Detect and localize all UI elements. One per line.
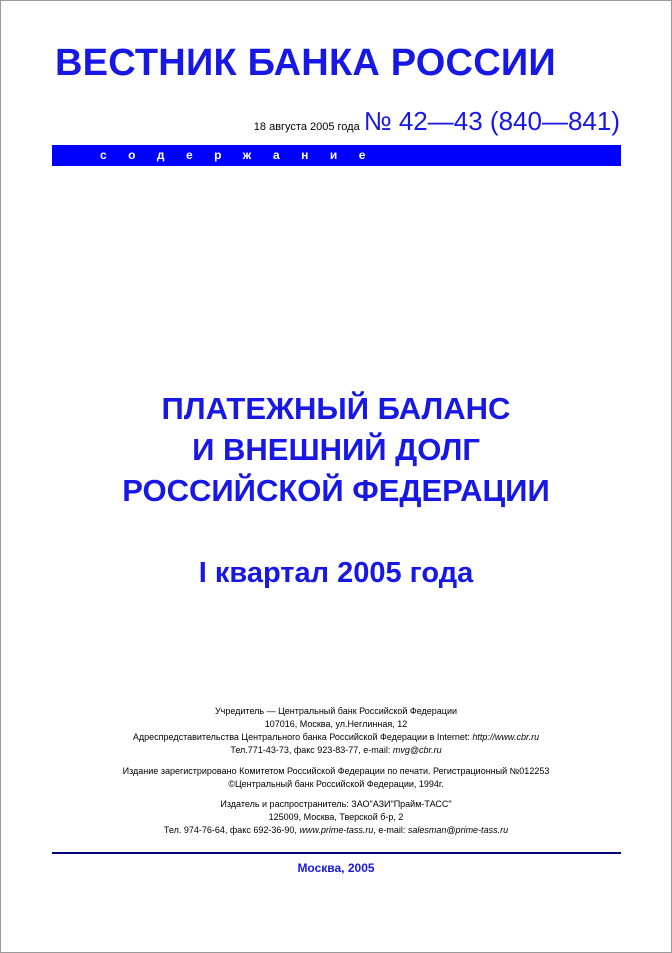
issue-line xyxy=(254,106,620,137)
contents-label: содержание xyxy=(100,148,387,162)
phone-label: Тел.771-43-73, факс 923-83-77, e-mail: xyxy=(230,745,393,755)
issue-date: 18 августа 2005 года xyxy=(253,121,360,133)
distributor-phone: Тел. 974-76-64, факс 692-36-90, xyxy=(163,825,300,835)
main-title-line: ПЛАТЕЖНЫЙ БАЛАНС xyxy=(161,391,511,426)
cbr-email-link[interactable]: mvg@cbr.ru xyxy=(392,745,442,755)
distributor-contacts xyxy=(0,824,672,837)
internet-label: Адреспредставительства Центрального банка Российской Федерации в Internet: xyxy=(132,732,473,742)
footer-divider xyxy=(52,852,621,854)
distributor-email-label: , e-mail: xyxy=(373,825,408,835)
main-title-line: И ВНЕШНИЙ ДОЛГ xyxy=(192,432,480,467)
contents-bar[interactable] xyxy=(52,145,621,166)
founder-address: 107016, Москва, ул.Неглинная, 12 xyxy=(264,719,408,729)
imprint-registration-block xyxy=(0,765,672,791)
main-title-line: РОССИЙСКОЙ ФЕДЕРАЦИИ xyxy=(122,473,550,508)
cbr-website-link[interactable]: http://www.cbr.ru xyxy=(472,732,540,742)
distributor-address: 125009, Москва, Тверской б-р, 2 xyxy=(268,812,404,822)
prime-tass-email-link[interactable]: salesman@prime-tass.ru xyxy=(407,825,509,835)
registration-text: Издание зарегистрировано Комитетом Российской Федерации по печати. Регистрационный №012253 xyxy=(122,766,550,776)
main-title xyxy=(0,388,672,511)
copyright-text: ©Центральный банк Российской Федерации, 1994г. xyxy=(228,779,444,789)
distributor-text: Издатель и распространитель: ЗАО"АЗИ"Прайм-ТАСС" xyxy=(220,799,452,809)
phone-line xyxy=(0,744,672,757)
footer-city-year: Москва, 2005 xyxy=(297,861,375,875)
imprint-founder-block xyxy=(0,705,672,757)
report-period: I квартал 2005 года xyxy=(198,557,474,589)
imprint-distributor-block xyxy=(0,798,672,837)
issue-number: № 42—43 (840—841) xyxy=(363,106,620,136)
founder-text: Учредитель — Центральный банк Российской Федерации xyxy=(214,706,458,716)
internet-line xyxy=(0,731,672,744)
prime-tass-website-link[interactable]: www.prime-tass.ru xyxy=(299,825,374,835)
journal-title: ВЕСТНИК БАНКА РОССИИ xyxy=(55,42,556,84)
